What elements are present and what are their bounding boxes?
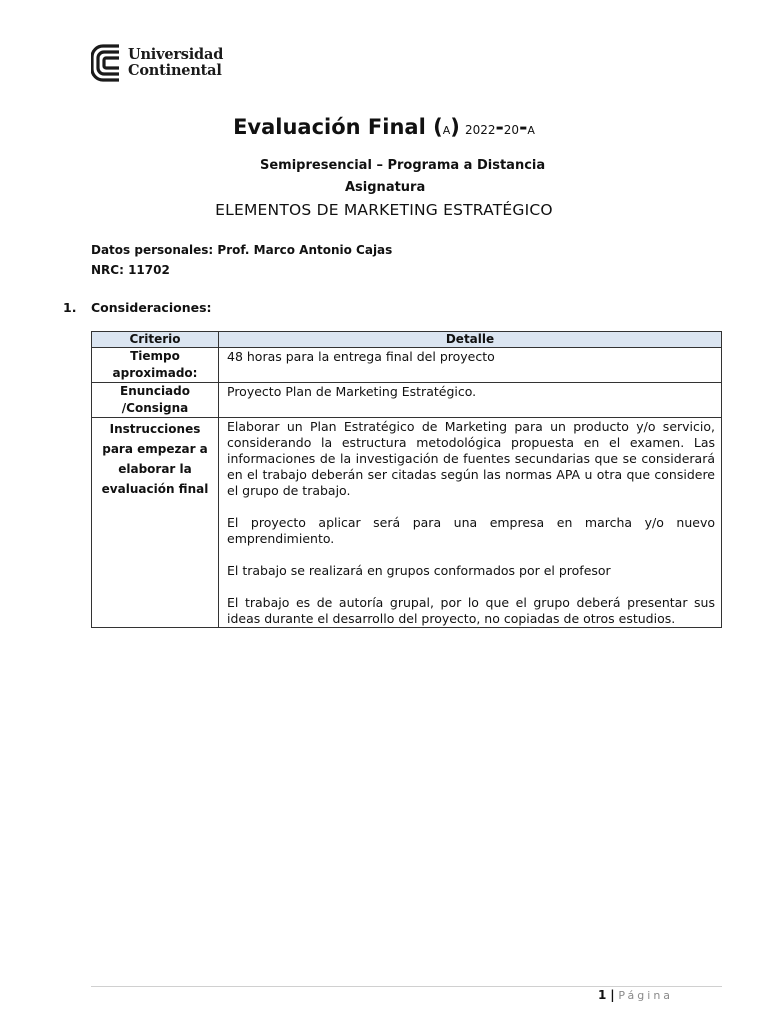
table-row [92, 418, 722, 628]
header-detalle: Detalle [219, 332, 722, 348]
detail-cell [219, 348, 722, 383]
detail-paragraph: 48 horas para la entrega final del proyecto [227, 349, 495, 364]
table-header-row [92, 332, 722, 348]
title-period: 20 [503, 123, 520, 137]
detail-paragraph: El proyecto aplicar será para una empresa en marcha y/o nuevo emprendimiento. [227, 515, 715, 546]
detail-cell [219, 418, 722, 628]
section-number: 1. [63, 300, 77, 315]
logo-line-1: Universidad [128, 46, 224, 63]
page-word: Página [618, 989, 674, 1002]
title-section: A [527, 124, 535, 137]
section-title: Consideraciones: [91, 300, 212, 315]
header-criterio: Criterio [92, 332, 219, 348]
criterion-cell: Enunciado /Consigna [92, 383, 219, 418]
table-row [92, 383, 722, 418]
subtitle: Semipresencial – Programa a Distancia [260, 158, 546, 173]
page-number: 1 [598, 988, 607, 1002]
page-footer [598, 988, 673, 1002]
title-dash-2: - [519, 115, 528, 139]
criteria-table [91, 331, 722, 628]
title-variant: A [442, 124, 451, 137]
university-logo [91, 42, 223, 84]
title-year: 2022 [464, 123, 496, 137]
title-close-paren: ) [450, 115, 460, 139]
footer-separator: | [610, 988, 615, 1002]
document-title [0, 115, 768, 139]
title-dash: - [495, 115, 504, 139]
personal-data: Datos personales: Prof. Marco Antonio Cajas [91, 243, 393, 257]
detail-paragraph: Proyecto Plan de Marketing Estratégico. [227, 384, 477, 399]
title-main: Evaluación Final ( [233, 115, 443, 139]
table-row [92, 348, 722, 383]
detail-cell [219, 383, 722, 418]
footer-divider [91, 986, 722, 987]
university-emblem-icon [91, 42, 121, 84]
asignatura-label: Asignatura [345, 180, 426, 195]
detail-paragraph: Elaborar un Plan Estratégico de Marketing para un producto y/o servicio, considerando la estructura metodológica propuesta en el examen. Las informaciones de la investigación de fuentes secundarias que se considerará en el trabajo deberán ser citadas según las normas APA u otra que considere el grupo de trabajo. [227, 419, 715, 498]
detail-paragraph: El trabajo se realizará en grupos conformados por el profesor [227, 563, 611, 578]
logo-line-2: Continental [128, 62, 222, 79]
course-name: ELEMENTOS DE MARKETING ESTRATÉGICO [215, 201, 553, 219]
university-name [128, 47, 223, 79]
detail-paragraph: El trabajo es de autoría grupal, por lo que el grupo deberá presentar sus ideas durante el desarrollo del proyecto, no copiadas de otros estudios. [227, 595, 715, 626]
criterion-cell: Instrucciones para empezar a elaborar la evaluación final [92, 418, 219, 628]
criterion-cell: Tiempo aproximado: [92, 348, 219, 383]
nrc: NRC: 11702 [91, 263, 170, 277]
section-heading [63, 300, 212, 315]
